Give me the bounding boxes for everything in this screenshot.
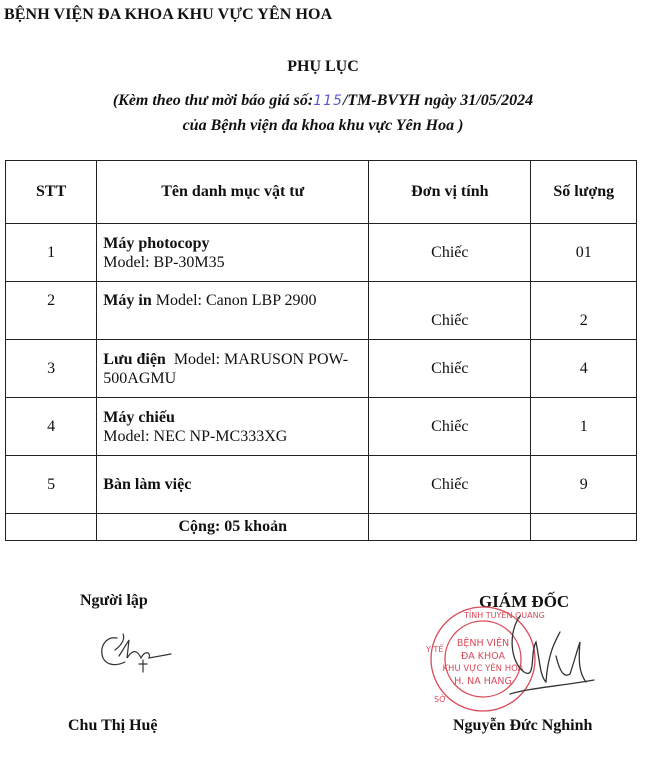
name-line xyxy=(103,291,362,310)
table-row xyxy=(6,398,637,456)
item-model: Model: Canon LBP 2900 xyxy=(155,292,317,309)
cell-unit: Chiếc xyxy=(369,224,531,282)
item-name: Máy chiếu xyxy=(103,408,175,426)
col-header-unit: Đơn vị tính xyxy=(369,161,531,224)
document-title: PHỤ LỤC xyxy=(287,58,359,75)
table-row xyxy=(6,282,637,340)
cell-qty: 1 xyxy=(531,398,637,456)
table-header-row xyxy=(6,161,637,224)
cell-qty xyxy=(531,282,637,340)
item-model: Model: NEC NP-MC333XG xyxy=(103,427,288,445)
director-signature xyxy=(490,612,600,702)
col-header-qty: Số lượng xyxy=(531,161,637,224)
total-empty-cell xyxy=(369,514,531,541)
cell-stt: 1 xyxy=(6,224,97,282)
unit-value: Chiếc xyxy=(431,311,469,329)
table-row xyxy=(6,340,637,398)
stamp-line-1: BỆNH VIỆN xyxy=(456,638,510,649)
total-empty-cell xyxy=(6,514,97,541)
table-total-row xyxy=(6,514,637,541)
item-model: Model: MARUSON POW-500AGMU xyxy=(103,350,349,387)
total-empty-cell xyxy=(531,514,637,541)
preparer-name: Chu Thị Huệ xyxy=(68,717,158,734)
cell-unit xyxy=(369,282,531,340)
item-name: Bàn làm việc xyxy=(103,476,192,493)
cell-name xyxy=(97,282,369,340)
table-row xyxy=(6,224,637,282)
qty-value: 2 xyxy=(579,311,588,329)
total-label: Cộng: 05 khoản xyxy=(97,514,369,541)
col-header-name: Tên danh mục vật tư xyxy=(97,161,369,224)
director-title: GIÁM ĐỐC xyxy=(479,592,570,611)
cell-stt: 3 xyxy=(6,340,97,398)
cell-unit: Chiếc xyxy=(369,398,531,456)
item-name: Máy in xyxy=(103,292,152,309)
cell-stt: 4 xyxy=(6,398,97,456)
stt-value: 2 xyxy=(47,291,56,309)
item-name: Máy photocopy xyxy=(103,234,210,252)
table-row xyxy=(6,456,637,514)
cell-stt: 5 xyxy=(6,456,97,514)
cell-unit: Chiếc xyxy=(369,456,531,514)
cell-qty: 01 xyxy=(531,224,637,282)
stamp-ring-bottom: SỞ xyxy=(434,695,447,704)
cell-qty: 9 xyxy=(531,456,637,514)
cell-stt xyxy=(6,282,97,340)
col-header-stt: STT xyxy=(6,161,97,224)
cell-name xyxy=(97,224,369,282)
subtitle-line-2: của Bệnh viện đa khoa khu vực Yên Hoa ) xyxy=(182,117,464,134)
stamp-line-2: ĐA KHOA xyxy=(461,651,505,662)
hospital-name: BỆNH VIỆN ĐA KHOA KHU VỰC YÊN HOA xyxy=(4,6,333,23)
subtitle-suffix: /TM-BVYH ngày 31/05/2024 xyxy=(342,92,534,109)
subtitle-line-1 xyxy=(0,92,646,110)
preparer-title: Người lập xyxy=(80,592,148,609)
stamp-line-4: H. NA HANG xyxy=(454,676,512,687)
stamp-line-3: KHU VỰC YÊN HOA xyxy=(442,664,524,674)
preparer-signature xyxy=(95,628,175,678)
director-name: Nguyễn Đức Nghinh xyxy=(453,717,593,734)
items-table xyxy=(5,160,637,541)
item-model: Model: BP-30M35 xyxy=(103,253,225,271)
subtitle-prefix: (Kèm theo thư mời báo giá số: xyxy=(112,92,314,109)
cell-qty: 4 xyxy=(531,340,637,398)
cell-name xyxy=(97,398,369,456)
stamp-ring-top: TỈNH TUYÊN QUANG xyxy=(464,611,545,620)
cell-name xyxy=(97,340,369,398)
cell-name xyxy=(97,456,369,514)
handwritten-number: 115 xyxy=(313,93,343,109)
cell-unit: Chiếc xyxy=(369,340,531,398)
item-name: Lưu điện xyxy=(103,350,166,368)
stamp-ring-left: Y TẾ xyxy=(426,645,444,654)
